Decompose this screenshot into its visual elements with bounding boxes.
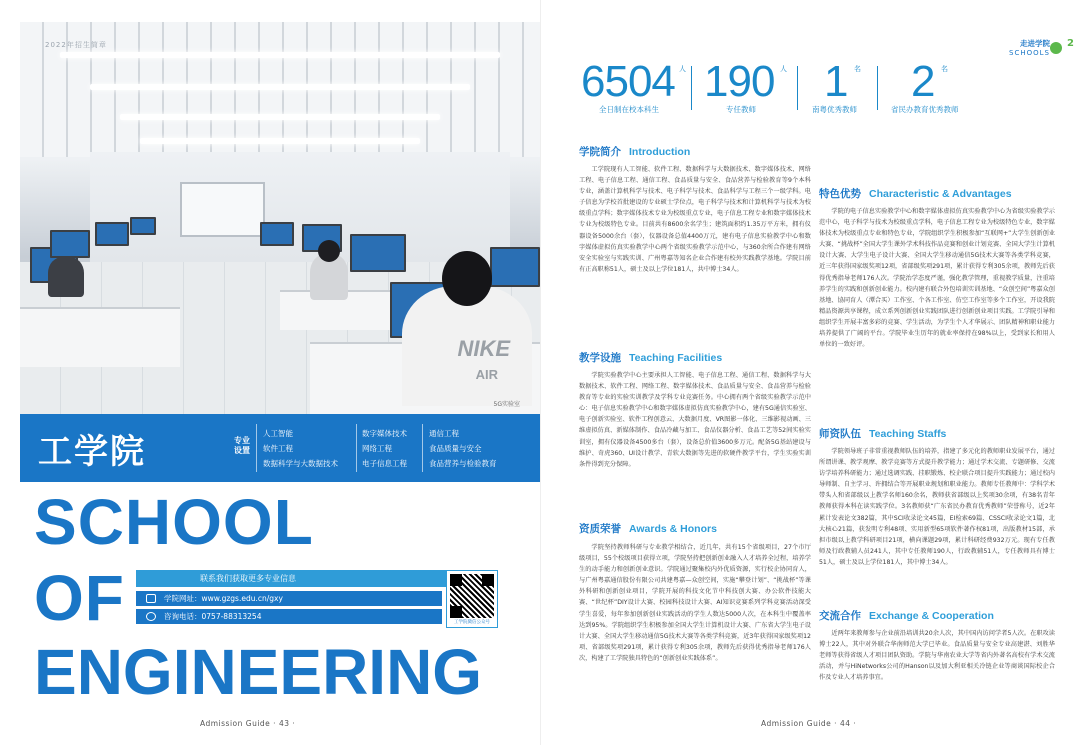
monitor	[260, 222, 294, 246]
back-wall	[90, 152, 510, 262]
section-title-honors	[579, 521, 717, 536]
school-word: OF	[34, 562, 125, 634]
lab-photo	[20, 22, 540, 414]
monitor	[130, 217, 156, 235]
major-item: 通信工程	[429, 429, 459, 438]
monitor-icon	[146, 594, 156, 603]
school-word: SCHOOL	[34, 486, 314, 558]
qr-code	[446, 570, 498, 628]
stat-number: 6504	[581, 57, 675, 106]
website-text[interactable]: 学院网址：www.gzgs.edu.cn/gxy	[164, 594, 283, 603]
stat-outstanding-teachers	[812, 57, 861, 115]
contact-box	[136, 570, 498, 628]
stat-unit: 人	[780, 65, 787, 73]
section-title-cn: 交流合作	[819, 610, 861, 622]
section-title-faculty	[819, 426, 946, 441]
chapter-number-dot	[1050, 42, 1062, 54]
section-title-cn: 学院简介	[579, 146, 621, 158]
stat-label: 专任教师	[726, 105, 756, 114]
honors-paragraph: 学院坚持教师科研与专业教学相结合，近几年，共有15个省级项目，27个市厅级项目，55个校级项目获得立项，学院坚持把创新创业融入人才培养全过程，培养学生的动手能力和创新创业意识。学院通过聚集校内外优质资源，实行校企协同育人，与广州粤嘉通信股份有限公司共建粤嘉—众创空间，实施“攀登计划”、“挑战杯”等课外科研和创新创业项目，学院开展的科技文化节中科技创大赛、办公软件技能大赛、“世纪杯”DIY设计大赛、校园科技设计大赛、AI知识竞赛系列学科竞赛活动深受学生喜爱，每年参加创新创业实践活动的学生人数达5000人次，在本科生中覆盖率达到95%。学院组织学生积极参加全国大学生计算机设计大赛、广东省大学生电子设计大赛、全国大学生移动通信5G技术大赛等各类学科竞赛，近3年获得国家级奖项12项、省部级奖项291项，累计获得专利305余项，教师先后获得优秀指导老师176人次，构建了工学院独具特色的“创新创业实践体系”。	[579, 544, 811, 662]
qr-caption: 工学院微信公众号	[454, 620, 490, 625]
section-title-en: Teaching Staffs	[869, 428, 947, 440]
student-head	[442, 251, 492, 306]
projector-screen	[180, 182, 265, 237]
section-title-features	[819, 186, 1012, 201]
monitor	[350, 234, 406, 272]
major-item: 食品质量与安全	[429, 444, 482, 453]
stat-number: 190	[704, 57, 775, 106]
divider	[356, 424, 357, 472]
major-column	[263, 426, 338, 471]
phone-text[interactable]: 咨询电话：0757-88313254	[164, 612, 262, 621]
contact-title: 联系我们获取更多专业信息	[136, 570, 498, 587]
features-paragraph: 学院的电子信息实验教学中心和数字媒体虚拟仿真实验教学中心为省级实验教学示范中心，电子科学与技术为校级重点学科，电子信息工程专业为校级特色专业，数字媒体技术为校级重点专业和特色专业，学院组织学生积极参加“互联网+”大学生创新创业大赛、“挑战杯”全国大学生课外学术科技作品竞赛和创业计划竞赛、全国大学生计算机设计大赛、大学生电子设计大赛、全国大学生移动通信5G技术大赛等各类学科竞赛，近三年获得国家级奖项12项，省部级奖项291项，累计获得专利305余项，教师先后获得优秀指导老师176人次。学院治学态度严谨，强化教学管理，重视教学质量，注重培养学生的实践和创新创业能力。校内建有联合外包培训实训基地、“众创空间”粤嘉众创基地、協同育人（潭合买）工作室、个各工作室、仿空工作室等多个工作室，开设我院精品资源共享课程，成立系列创新创业实践团队进行创新创业项目实践。工学院引导和组织学生开展丰富多彩的竞赛、学生活动，为学生个人才华展示、团队精神和职业能力培养提供了广阔的平台。学院毕业生历年的就业率保持在98%以上，受到家长和用人单位的一致好评。	[819, 208, 1055, 349]
monitor	[95, 222, 129, 246]
ceiling-light	[60, 52, 500, 58]
chapter-number: 2	[1067, 38, 1074, 49]
faculty-paragraph: 学院领导班子非常重视教师队伍的培养，指建了多元化的教师职业发展平台，通过所谓讲课、教学观摩、教学竞赛等方式提升教学能力；通过学术交流、专题研修、交流访学培养科研能力；通过选调实践、挂职锻炼、校企联合项目提升实践能力；通过校内导师制、自主学习、许拥结合等开展职业规划和职业能力。教师专任教师中：学科学术带头人和省部级以上教学名师160余名，教师获省部级以上奖项30余项，有38名青年教师获得本科在读实践学位。3名教师获“广东省民办教育优秀教师”荣誉称号，近2年累计发表论文382篇，其中SCI收录论文45篇，EI检索69篇、CSSCI收录论文1篇，北大核心21篇，获发明专利48项、实用新型65项软件著作权81项，出版教材15部，承担市级以上教学科研项目21项，横向课题29项，累计科研经费932万元。现有专任教师及行政教辅人员241人，其中专任教师190人，行政教辅51人，专任教师具有博士51人，硕士及以上学位181人，其中博士34人。	[819, 448, 1055, 566]
stat-label: 省民办教育优秀教师	[891, 105, 959, 114]
stat-teachers	[704, 57, 787, 115]
stat-unit: 名	[941, 65, 948, 73]
college-banner	[20, 414, 540, 482]
phone-line[interactable]	[136, 609, 442, 624]
major-column	[429, 426, 497, 471]
stat-unit: 人	[679, 65, 686, 73]
student	[48, 257, 84, 297]
ceiling-light	[90, 84, 470, 90]
section-title-exchange	[819, 608, 994, 623]
hoodie-print: NIKE	[457, 336, 510, 361]
section-title-facilities	[579, 350, 722, 365]
major-item: 数字媒体技术	[362, 429, 407, 438]
stat-students	[581, 57, 686, 115]
running-header: 2022年招生简章	[45, 41, 107, 49]
section-title-intro	[579, 144, 690, 159]
stat-label: 全日制在校本科生	[599, 105, 659, 114]
photo-caption: 5G实验室	[493, 401, 520, 408]
page-footer: Admission Guide · 43 ·	[200, 719, 296, 728]
college-name: 工学院	[38, 432, 146, 472]
section-title-en: Teaching Facilities	[629, 352, 723, 364]
chapter-en: SCHOOLS	[1009, 49, 1050, 57]
section-title-en: Exchange & Cooperation	[869, 610, 994, 622]
stat-label: 南粤优秀教师	[812, 105, 857, 114]
stat-divider	[797, 66, 798, 110]
facilities-paragraph: 学院实验教学中心主要承担人工智能、电子信息工程、通信工程、数据科学与大数据技术、软件工程、网络工程、数字媒体技术、食品质量与安全、食品营养与检验教育等专业的实验实训教学及学科专业竞赛任务。中心拥有两个省级实验教学示范中心：电子信息实验教学中心和数字媒体虚拟仿真实验教学中心，建有5G通信实验室、电子创新实验室、软件工程创意云、大数据月度、VR图影一体化、三维影视动画、三维虚拟仿真、新媒体制作、食品冷藏与加工、食品仪器分析、食品工艺等52间实验实训室，拥有仪器设备4500多台（套），设备总价值3600多万元。配备5G基站建设与维护、奇虎360、UI设计教学、青软大数据等先进的软硬件教学平台，学生实验实训条件得到充分保障。	[579, 372, 811, 468]
major-item: 网络工程	[362, 444, 392, 453]
monitor	[50, 230, 90, 258]
stat-provincial-teachers	[891, 57, 959, 115]
ceiling-light	[140, 138, 420, 144]
section-title-cn: 特色优势	[819, 188, 861, 200]
divider	[422, 424, 423, 472]
right-page	[540, 0, 1080, 745]
section-title-cn: 教学设施	[579, 352, 621, 364]
stat-divider	[877, 66, 878, 110]
page-footer: Admission Guide · 44 ·	[761, 719, 857, 728]
section-title-en: Introduction	[629, 146, 691, 158]
qr-pattern	[450, 574, 494, 618]
student-head	[318, 240, 340, 262]
hoodie-print-sub: AIR	[475, 367, 498, 382]
section-title-cn: 师资队伍	[819, 428, 861, 440]
major-item: 人工智能	[263, 429, 293, 438]
major-item: 数据科学与大数据技术	[263, 459, 338, 468]
major-column	[362, 426, 407, 471]
major-label: 专业设置	[234, 436, 250, 455]
ceiling-light	[120, 114, 440, 120]
major-item: 电子信息工程	[362, 459, 407, 468]
section-title-en: Awards & Honors	[629, 523, 717, 535]
stat-number: 2	[911, 57, 935, 106]
section-title-cn: 资质荣誉	[579, 523, 621, 535]
intro-paragraph: 工学院现有人工智能、软件工程、数据科学与大数据技术、数字媒体技术、网络工程、电子信息工程、通信工程、食品质量与安全、食品营养与检验教育等9个本科专业，涵盖计算机科学与技术、电子科学与技术、食品科学与工程三个一级学科。电子信息为学校首批建设的专业硕士学位点，电子科学与技术和计算机科学与技术为校级重点学科；数字媒体技术专业为校级重点专业，电子信息工程专业和数字媒体技术专业为校级特色专业。目前共有8600余名学生；建筑面积约1.35万平方米，拥有仪器设备5000余台（套），仪器设备总值4400万元，建有电子信息实验教学中心和数字媒体虚拟仿真实验教学中心两个省级实验教学示范中心，与360余所合作建有网络安全实验室与实践实训、广州粤嘉等知名企业合作建有校外实践教学基地。学院目前有正高职称51人，硕士及以上学位181人，共中博士34人。	[579, 166, 811, 273]
monitor	[490, 247, 540, 287]
desk	[20, 307, 180, 367]
major-item: 食品营养与检验教育	[429, 459, 497, 468]
major-item: 软件工程	[263, 444, 293, 453]
stat-unit: 名	[854, 65, 861, 73]
website-line[interactable]	[136, 591, 442, 606]
exchange-paragraph: 近两年来教师参与企业前沿培训共20余人次，其中国内访问学者5人次。在职攻读博士22人，其中对外联合华南师范大学已毕业。食品质量与安全专业高建湛、刘胜华老师等获得省级人才项目团队资助。学院与华南农业大学等省内外著名高校有学术交流活动，并与HiNetworks公司的Hanson以及加大利亚相关冷链企业等商谈国际校企合作及专业人才培养事宜。	[819, 630, 1055, 682]
divider	[256, 424, 257, 472]
phone-icon	[146, 612, 156, 621]
stat-divider	[691, 66, 692, 110]
section-title-en: Characteristic & Advantages	[869, 188, 1012, 200]
chapter-cn: 走进学院	[1020, 39, 1050, 48]
stat-number: 1	[824, 57, 848, 106]
chapter-tag	[1009, 38, 1050, 57]
school-word: ENGINEERING	[34, 636, 483, 708]
